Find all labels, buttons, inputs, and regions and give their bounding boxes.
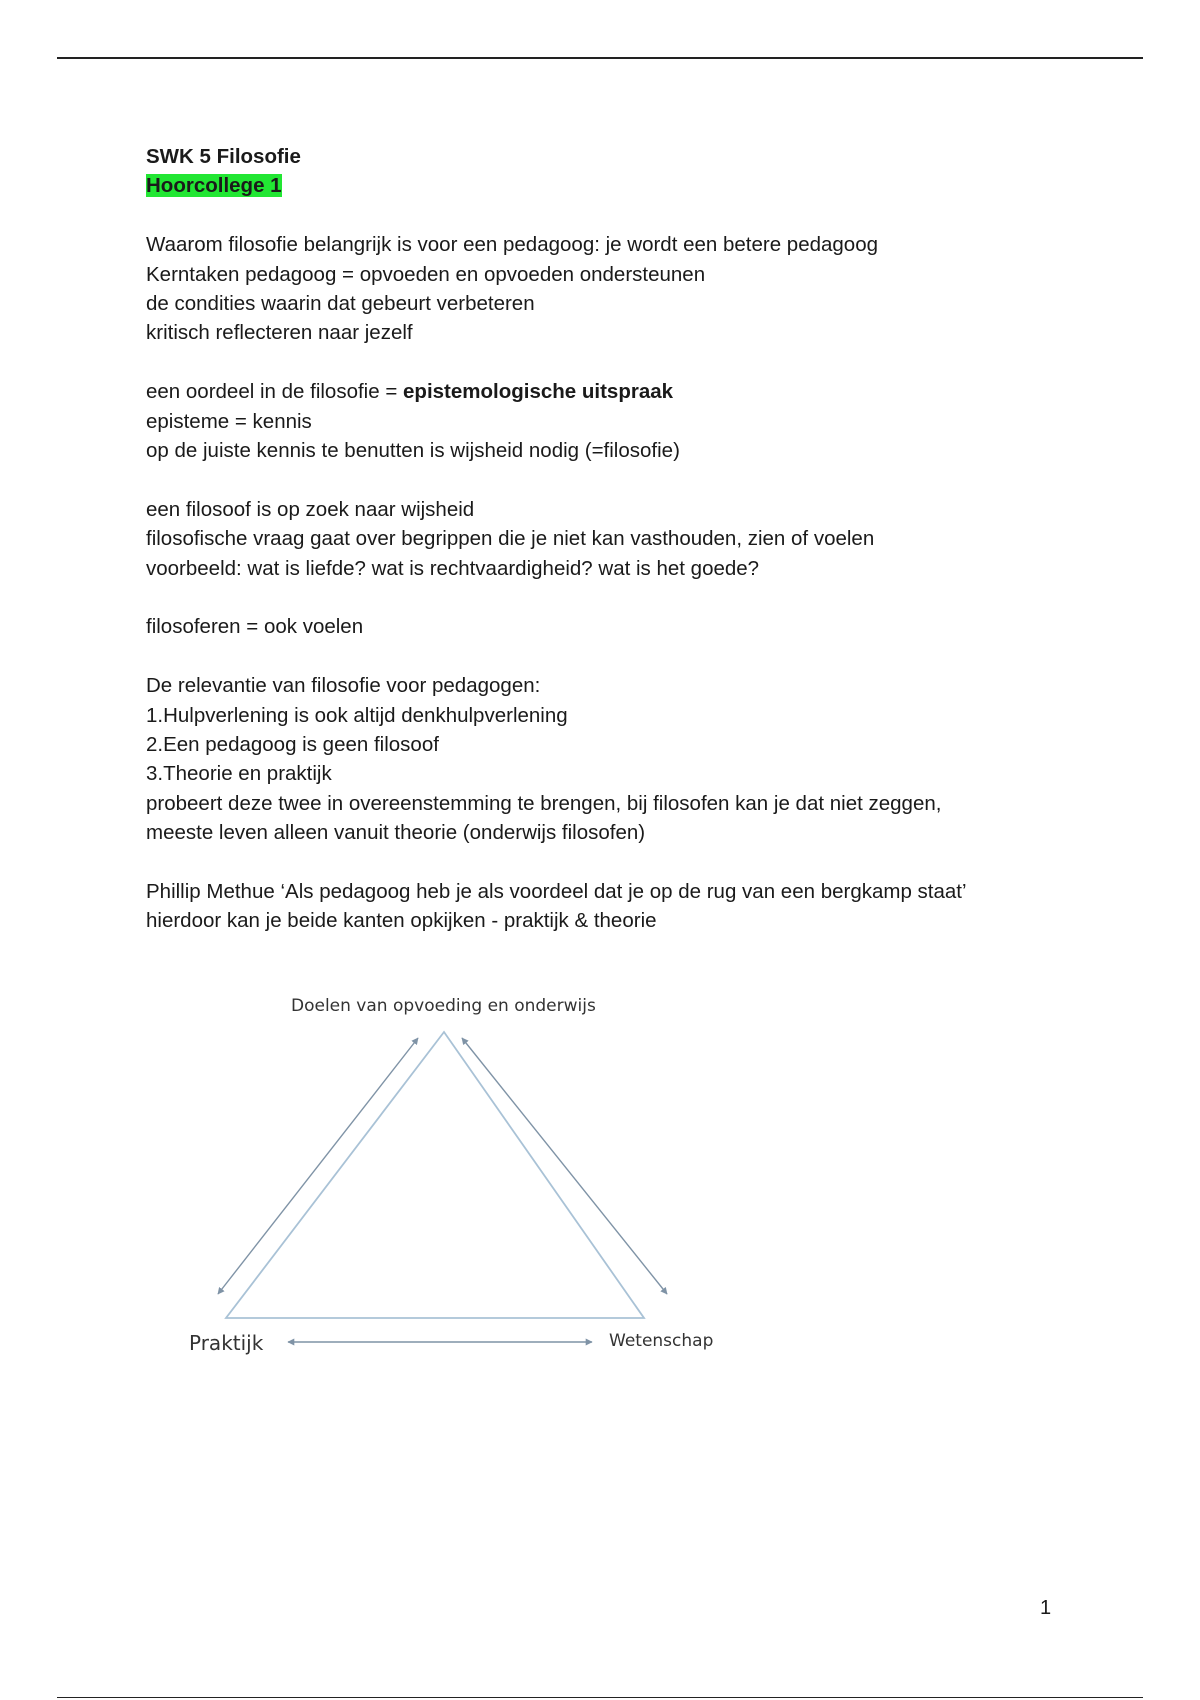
text-line: op de juiste kennis te benutten is wijsheid nodig (=filosofie) [146, 439, 680, 463]
text-line: Kerntaken pedagoog = opvoeden en opvoeden ondersteunen [146, 262, 706, 286]
document-body [146, 142, 1066, 936]
arrow-left-edge [218, 1038, 418, 1294]
text-line: een filosoof is op zoek naar wijsheid [146, 497, 475, 521]
quote-line: Phillip Methue ‘Als pedagoog heb je als voordeel dat je op de rug van een bergkamp staat’ [146, 880, 967, 904]
text-line: probeert deze twee in overeenstemming te brengen, bij filosofen kan je dat niet zeggen, [146, 791, 942, 815]
list-item: 2.Een pedagoog is geen filosoof [146, 733, 439, 757]
highlighted-subtitle: Hoorcollege 1 [146, 174, 282, 198]
triangle-diagram-svg [170, 985, 730, 1360]
text-line: filosoferen = ook voelen [146, 615, 364, 639]
list-item: 1.Hulpverlening is ook altijd denkhulpverlening [146, 703, 568, 727]
text-line: De relevantie van filosofie voor pedagogen: [146, 674, 541, 698]
text-line: voorbeeld: wat is liefde? wat is rechtvaardigheid? wat is het goede? [146, 556, 760, 580]
text-line: filosofische vraag gaat over begrippen die je niet kan vasthouden, zien of voelen [146, 527, 875, 551]
footer-rule [57, 1697, 1143, 1698]
triangle-diagram [170, 985, 730, 1360]
document-title: SWK 5 Filosofie [146, 145, 301, 168]
text-fragment: een oordeel in de filosofie = [146, 380, 404, 404]
bold-term: epistemologische uitspraak [403, 380, 674, 404]
diagram-label-goals: Doelen van opvoeding en onderwijs [291, 996, 596, 1016]
text-line: de condities waarin dat gebeurt verbeteren [146, 292, 535, 316]
text-line: episteme = kennis [146, 409, 312, 433]
text-line: Waarom filosofie belangrijk is voor een pedagoog: je wordt een betere pedagoog [146, 233, 879, 257]
text-line: meeste leven alleen vanuit theorie (onderwijs filosofen) [146, 821, 646, 845]
list-item: 3.Theorie en praktijk [146, 762, 332, 786]
diagram-label-practice: Praktijk [189, 1331, 264, 1355]
text-line: hierdoor kan je beide kanten opkijken - praktijk & theorie [146, 909, 657, 933]
header-rule [57, 57, 1143, 59]
text-line [146, 377, 1066, 406]
page-number: 1 [1040, 1597, 1052, 1619]
arrow-right-edge [462, 1038, 667, 1294]
diagram-label-science: Wetenschap [609, 1331, 714, 1351]
document-subtitle [146, 171, 1066, 200]
text-line: kritisch reflecteren naar jezelf [146, 321, 413, 345]
triangle-shape [226, 1032, 644, 1318]
